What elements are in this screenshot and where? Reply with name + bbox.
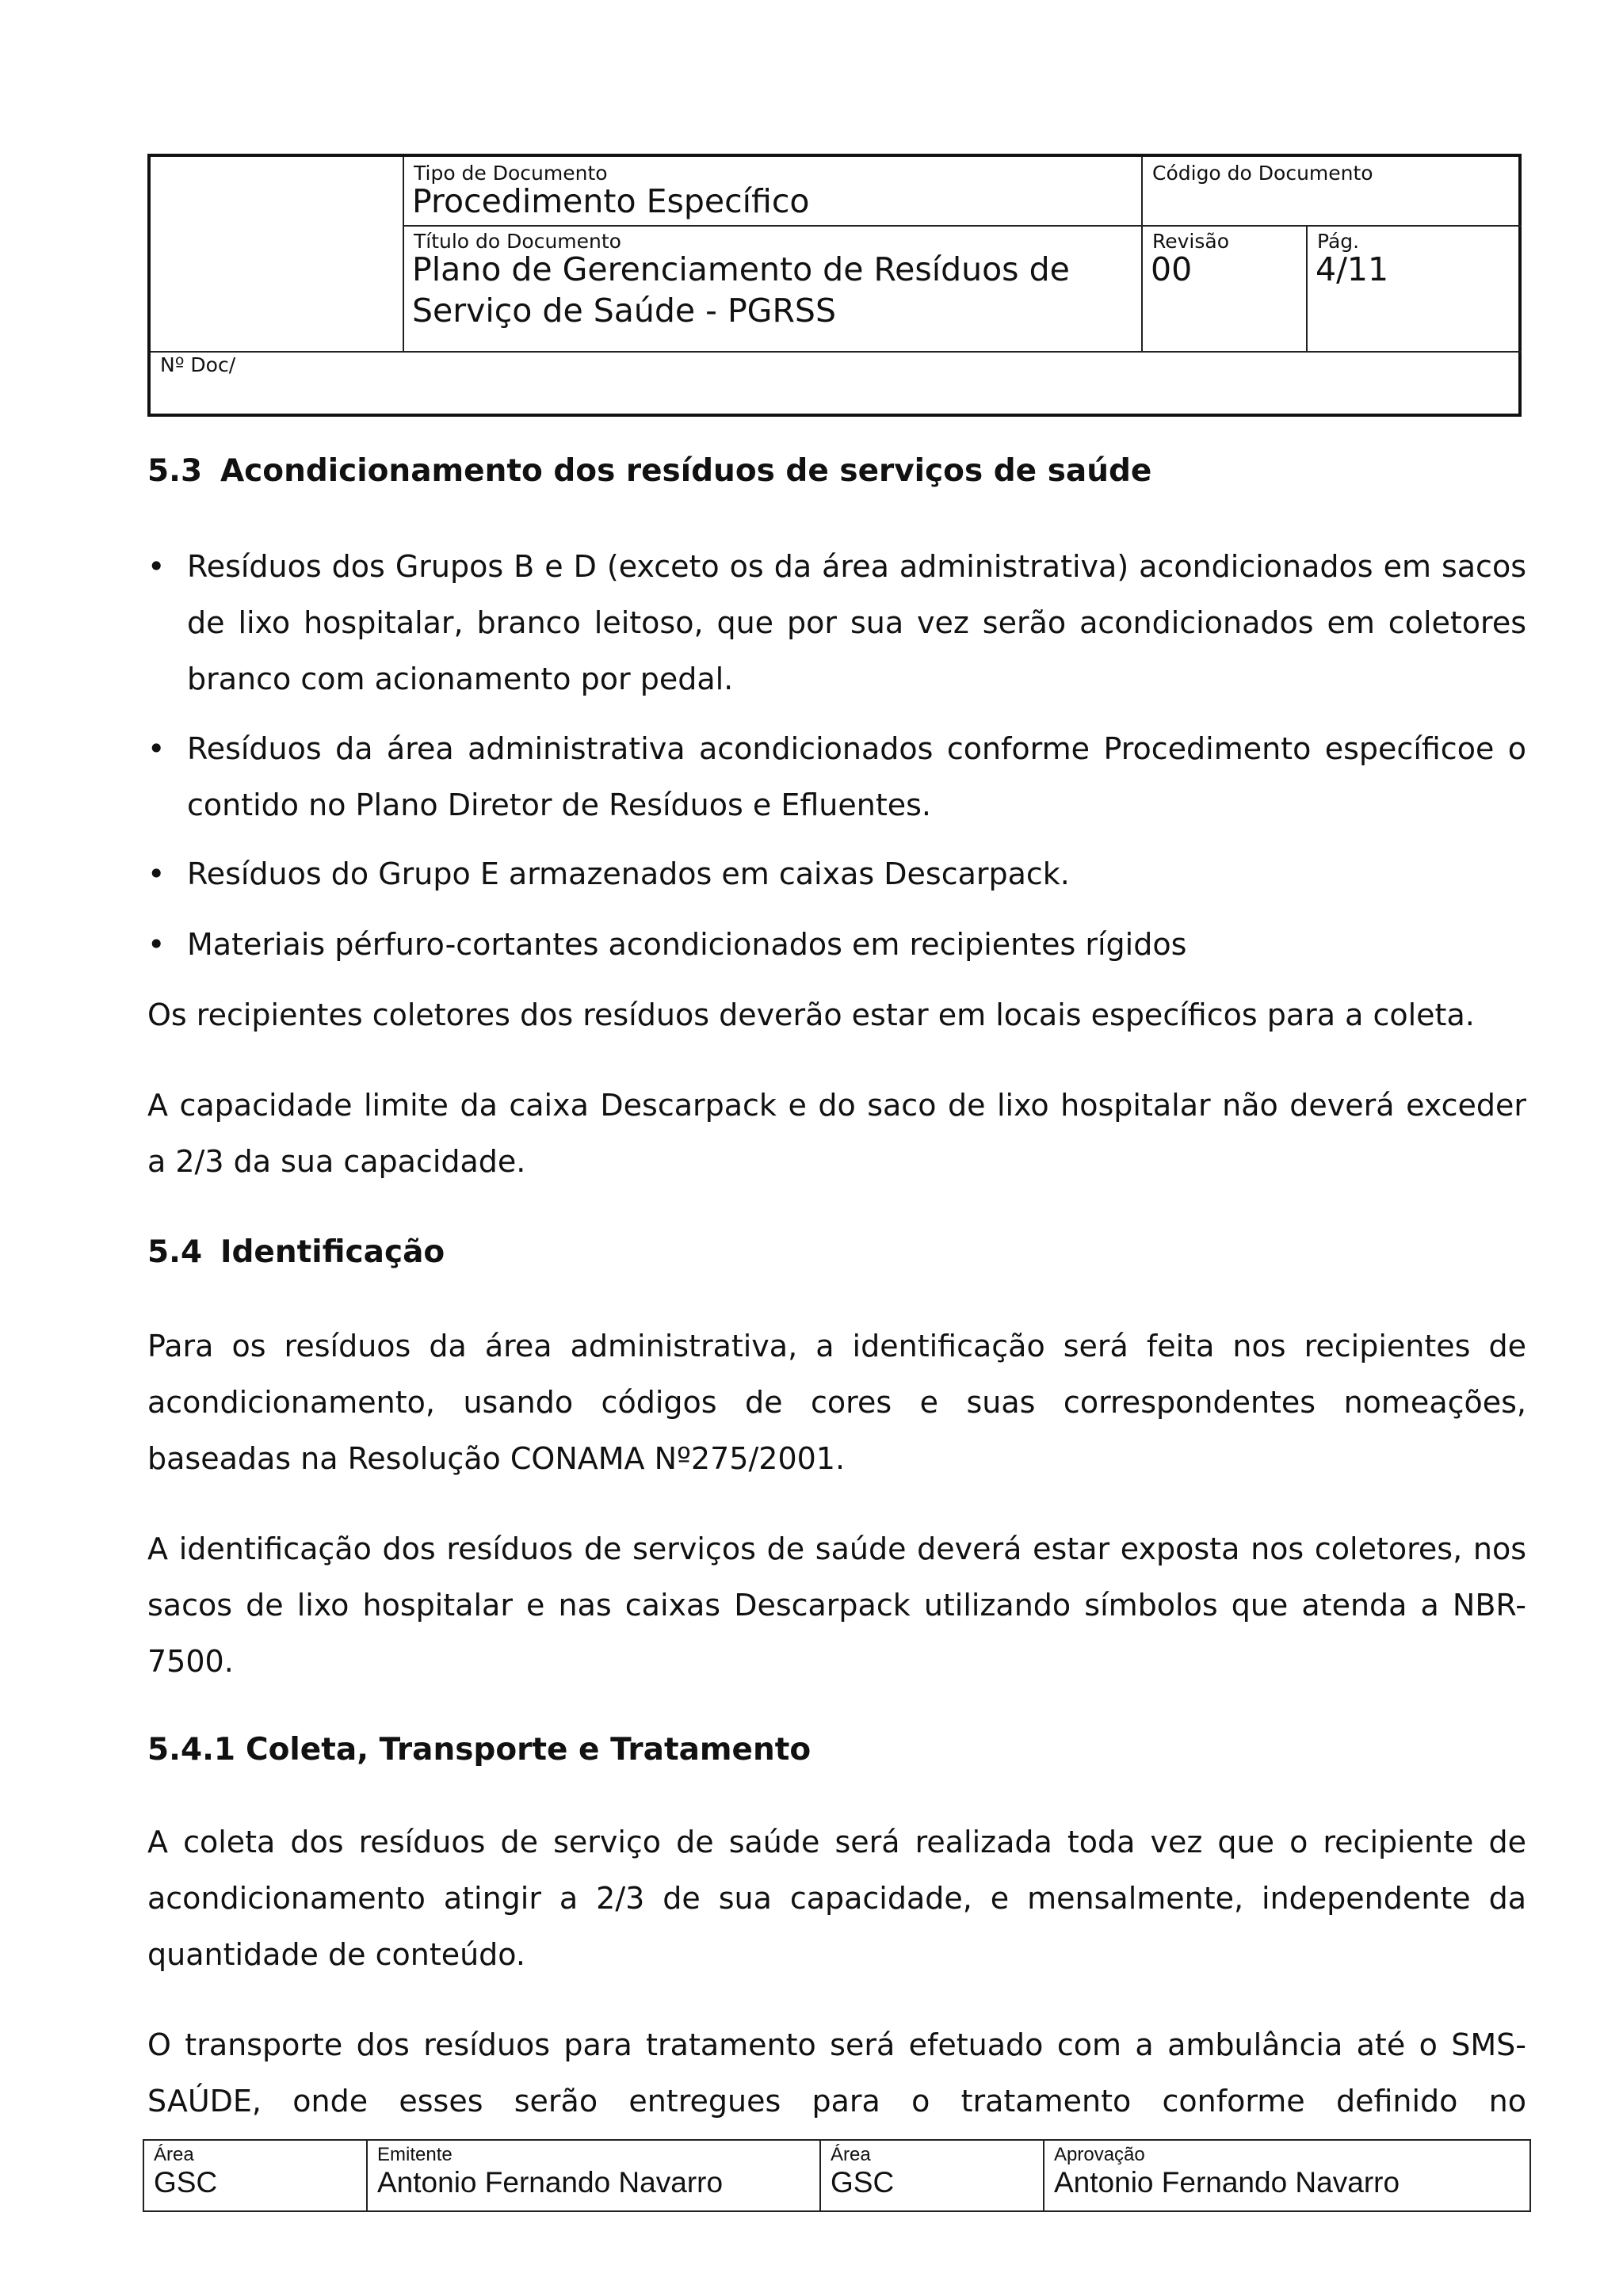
doc-type-value: Procedimento Específico <box>412 182 810 220</box>
list-item <box>147 721 1526 833</box>
footer-approval-value: Antonio Fernando Navarro <box>1054 2166 1400 2199</box>
paragraph: A coleta dos resíduos de serviço de saúde será realizada toda vez que o recipiente de acondicionamento atingir a 2/3 de sua capacidade, e mensalmente, independente da quantidade de conteúdo. <box>147 1825 1526 1972</box>
footer-issuer-cell <box>368 2141 819 2210</box>
header-divider <box>403 225 1522 227</box>
doc-type-label: Tipo de Documento <box>414 162 608 185</box>
revision-label: Revisão <box>1152 230 1230 253</box>
footer-approval-label: Aprovação <box>1054 2144 1145 2165</box>
list-item-text: Resíduos dos Grupos B e D (exceto os da área administrativa) acondicionados em sacos de lixo hospitalar, branco leitoso, que por sua vez serão acondicionados em coletores branco com acionamento por pedal. <box>187 549 1526 696</box>
footer-issuer-label: Emitente <box>377 2144 453 2165</box>
footer-issuer-value: Antonio Fernando Navarro <box>377 2166 724 2199</box>
footer-area-cell <box>144 2141 366 2210</box>
paragraph: A identificação dos resíduos de serviços de saúde deverá estar exposta nos coletores, nos sacos de lixo hospitalar e nas caixas Descarpack utilizando símbolos que atenda a NBR-7500. <box>147 1531 1526 1679</box>
section-title: Coleta, Transporte e Tratamento <box>246 1732 812 1768</box>
approval-footer-table <box>143 2139 1531 2212</box>
paragraph-line: O transporte dos resíduos para tratamento será efetuado com a ambulância até o SMS- <box>147 2027 1526 2062</box>
doc-number-label: Nº Doc/ <box>160 353 236 376</box>
list-item-text: Resíduos da área administrativa acondicionados conforme Procedimento específicoe o contido no Plano Diretor de Resíduos e Efluentes. <box>187 731 1526 822</box>
doc-title-line1: Plano de Gerenciamento de Resíduos de <box>412 250 1070 288</box>
list-item-text: Materiais pérfuro-cortantes acondicionados em recipientes rígidos <box>187 927 1187 962</box>
bullet-icon: • <box>147 927 166 962</box>
footer-area-label: Área <box>154 2144 194 2165</box>
header-divider <box>403 157 404 351</box>
section-number: 5.4.1 <box>147 1732 236 1768</box>
doc-code-label: Código do Documento <box>1152 162 1373 185</box>
list-item <box>147 917 1526 973</box>
footer-approval-cell <box>1044 2141 1529 2210</box>
page-label: Pág. <box>1317 230 1360 253</box>
paragraph-line: SAÚDE, onde esses serão entregues para o tratamento conforme definido no <box>147 2084 1526 2119</box>
header-divider <box>1141 157 1143 351</box>
section-title: Acondicionamento dos resíduos de serviços de saúde <box>220 453 1152 489</box>
section-number: 5.4 <box>147 1234 203 1270</box>
section-number: 5.3 <box>147 453 203 489</box>
bullet-icon: • <box>147 549 166 584</box>
list-item <box>147 539 1526 707</box>
footer-area-value: GSC <box>831 2166 895 2199</box>
bullet-icon: • <box>147 856 166 891</box>
footer-area-cell <box>821 2141 1043 2210</box>
document-header-table <box>147 154 1522 417</box>
paragraph: Os recipientes coletores dos resíduos deverão estar em locais específicos para a coleta. <box>147 997 1475 1032</box>
revision-value: 00 <box>1151 250 1193 288</box>
doc-title-label: Título do Documento <box>414 230 621 253</box>
paragraph: A capacidade limite da caixa Descarpack e do saco de lixo hospitalar não deverá exceder a 2/3 da sua capacidade. <box>147 1088 1526 1179</box>
list-item <box>147 846 1526 902</box>
list-item-text: Resíduos do Grupo E armazenados em caixas Descarpack. <box>187 856 1070 891</box>
paragraph: Para os resíduos da área administrativa, a identificação será feita nos recipientes de acondicionamento, usando códigos de cores e suas correspondentes nomeações, baseadas na Resolução CONAMA Nº275/2001. <box>147 1329 1526 1476</box>
footer-area-label: Área <box>831 2144 871 2165</box>
bullet-icon: • <box>147 731 166 766</box>
doc-title-line2: Serviço de Saúde - PGRSS <box>412 292 836 330</box>
section-title: Identificação <box>220 1234 445 1270</box>
header-divider <box>1306 225 1308 351</box>
section-heading-5-4 <box>147 1234 445 1270</box>
section-heading-5-4-1 <box>147 1732 811 1768</box>
page-number: 4/11 <box>1316 250 1389 288</box>
footer-area-value: GSC <box>154 2166 218 2199</box>
section-heading-5-3 <box>147 453 1151 489</box>
header-divider <box>151 351 1522 353</box>
